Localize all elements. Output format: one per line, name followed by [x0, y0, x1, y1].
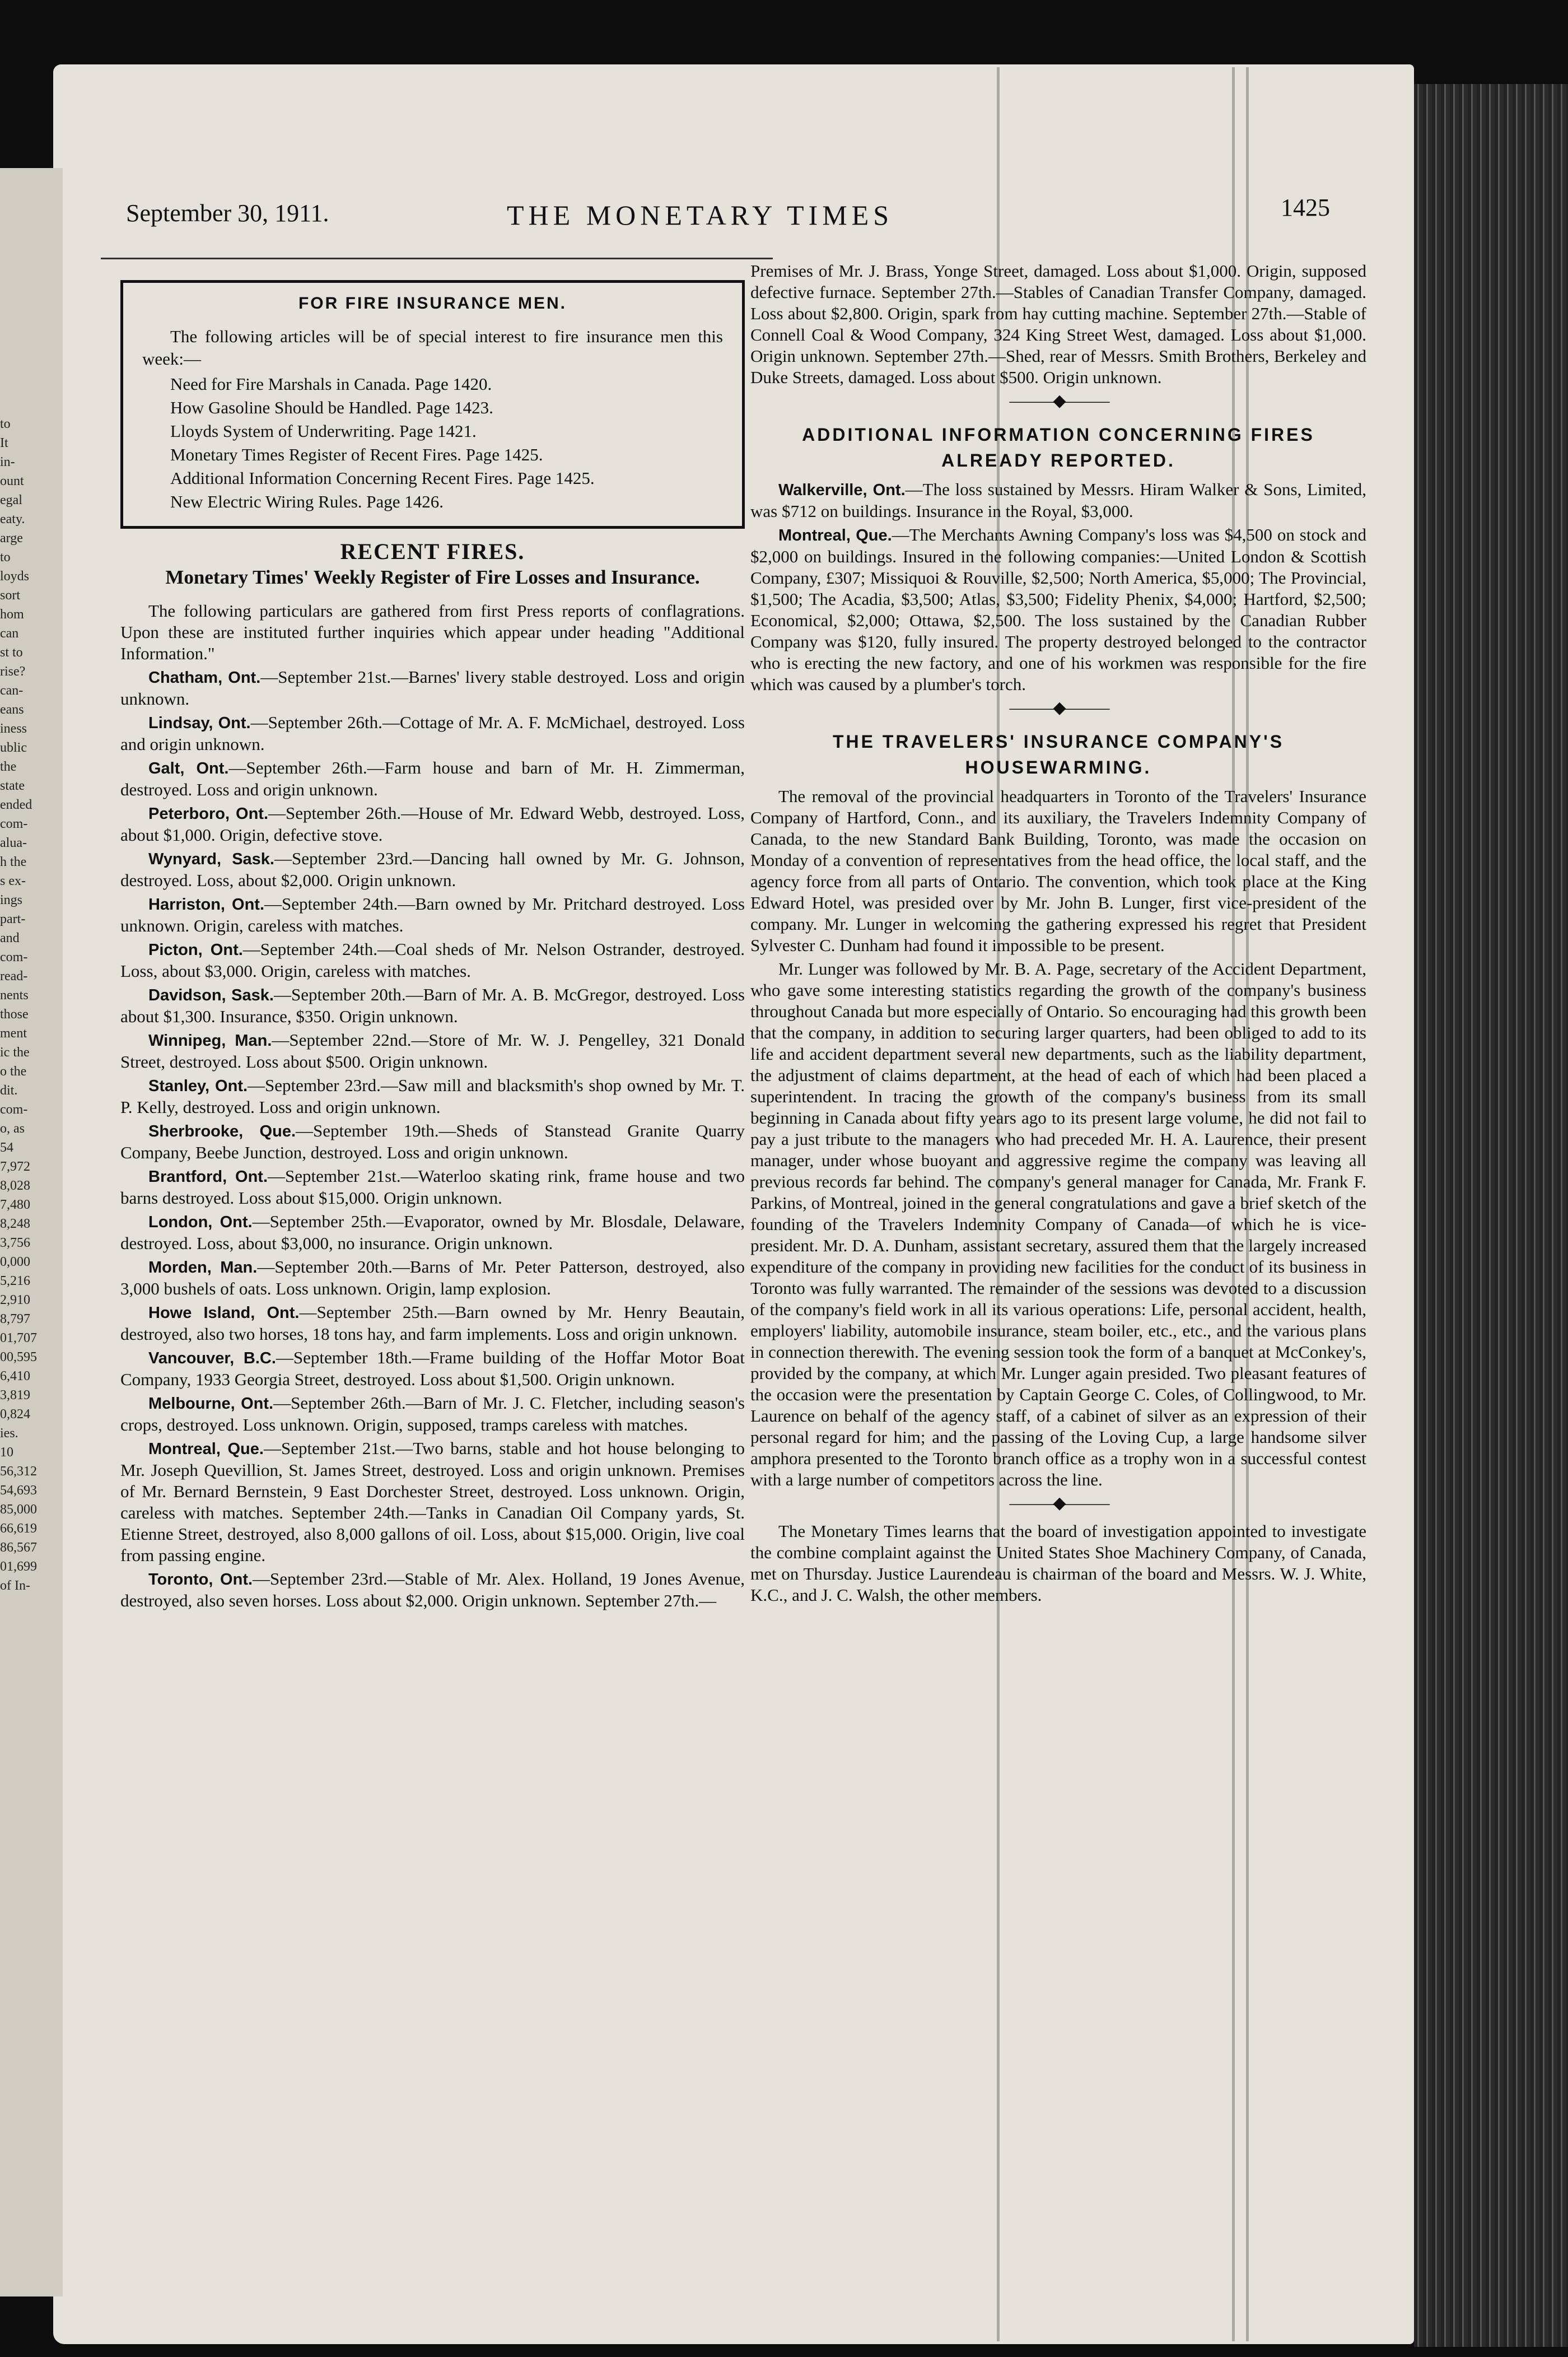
entry-text: —September 25th.—Evaporator, owned by Mr. Blosdale, Delaware, destroyed. Loss, about $3,000, no insurance. Origin unknown. — [120, 1212, 745, 1253]
margin-fragment: 6,410 — [0, 1369, 30, 1384]
fire-entry — [120, 1568, 745, 1611]
margin-fragment: 01,699 — [0, 1559, 37, 1574]
fire-entry — [120, 1211, 745, 1254]
entry-text: —September 25th.—Barn owned by Mr. Henry Beautain, destroyed, also two horses, 18 tons hay, and farm implements. Loss and origin unknown. — [120, 1302, 745, 1344]
fire-entry — [120, 803, 745, 846]
margin-fragment: com- — [0, 950, 28, 965]
entry-text: —September 21st.—Waterloo skating rink, frame house and two barns destroyed. Loss about $15,000. Origin unknown. — [120, 1166, 745, 1208]
recent-fires-subheading: Monetary Times' Weekly Register of Fire Losses and Insurance. — [165, 566, 700, 588]
right-column — [750, 260, 1366, 1608]
fire-entry — [120, 893, 745, 937]
entry-text: —September 26th.—Cottage of Mr. A. F. McMichael, destroyed. Loss and origin unknown. — [120, 712, 745, 754]
travelers-paragraph: Mr. Lunger was followed by Mr. B. A. Page, secretary of the Accident Department, who gave some interesting statistics regarding the growth of the company's business throughout Canada but more especially of Ontario. So encouraging had this growth been that the company, in addition to securing larger quarters, had been obliged to add to its life and accident department several new departments, such as the liability department, the adjustment of claims department, at the head of each of which had been placed a superintendent. In tracing the growth of the company's business from its small beginning in Canada about fifty years ago to its present large volume, he did not fail to pay a just tribute to the managers who had preceded Mr. H. A. Laurence, their present manager, under whose buoyant and aggressive regime the company was leaving all previous records far behind. The company's general manager for Canada, Mr. Frank F. Parkins, of Montreal, joined in the general congratulations and gave a brief sketch of the founding of the Travelers Indemnity Company of Canada—of which he is vice-president. Mr. D. A. Dunham, assistant secretary, assured them that the largely increased expenditure of the company in providing new facilities for the conduct of its business in Toronto was fully warranted. The remainder of the sessions was devoted to a discussion of the company's field work in all its various operations: Life, personal accident, health, employers' liability, automobile insurance, steam boiler, etc., etc., and the various plans in connection therewith. The evening session took the form of a banquet at McConkey's, provided by the company, at which Mr. Lunger again presided. Two pleasant features of the occasion were the presentation by Captain George C. Coles, of Collingwood, to Mr. Laurence on behalf of the agency staff, of a cabinet of silver as an expression of their personal regard for him; and the passing of the Loving Cup, a large handsome silver amphora presented to the Toronto branch office as a trophy won in a successful contest with a large number of competitors across the line. — [750, 959, 1366, 1489]
margin-fragment: can- — [0, 683, 24, 698]
fire-entry — [120, 712, 745, 755]
margin-fragment: read- — [0, 969, 28, 984]
fire-entry — [750, 524, 1366, 695]
box-article-item: Monetary Times Register of Recent Fires. Page 1425. — [170, 445, 543, 464]
entry-text: —September 23rd.—Dancing hall owned by Mr. G. Johnson, destroyed. Loss, about $2,000. Origin unknown. — [120, 849, 745, 890]
margin-fragment: in- — [0, 455, 15, 469]
margin-fragment: 8,248 — [0, 1217, 30, 1231]
margin-fragment: sort — [0, 588, 20, 603]
box-article-item: Lloyds System of Underwriting. Page 1421. — [170, 421, 477, 441]
entry-place: Wynyard, Sask. — [148, 850, 274, 868]
margin-fragment: state — [0, 779, 25, 793]
entry-text: —September 21st.—Barnes' livery stable destroyed. Loss and origin unknown. — [120, 667, 745, 709]
entry-place: London, Ont. — [148, 1213, 253, 1231]
margin-fragment: 54 — [0, 1140, 13, 1155]
margin-fragment: 00,595 — [0, 1350, 37, 1364]
entry-place: Vancouver, B.C. — [148, 1349, 276, 1367]
entry-place: Davidson, Sask. — [148, 986, 274, 1004]
margin-fragment: 54,693 — [0, 1483, 37, 1498]
fire-entry — [750, 479, 1366, 522]
margin-fragment: com- — [0, 817, 28, 831]
margin-fragment: 3,819 — [0, 1388, 30, 1403]
margin-fragment: eaty. — [0, 512, 25, 527]
margin-fragment: arge — [0, 531, 23, 546]
margin-fragment: 0,000 — [0, 1255, 30, 1269]
entry-place: Harriston, Ont. — [148, 896, 265, 914]
publication-title: THE MONETARY TIMES — [507, 199, 893, 231]
additional-info-list — [750, 479, 1366, 695]
entry-place: Walkerville, Ont. — [778, 481, 906, 499]
margin-fragment: hom — [0, 607, 24, 622]
closing-paragraph: The Monetary Times learns that the board of investigation appointed to investigate the combine complaint against the United States Shoe Machinery Company, of Canada, met on Thursday. Justice Laurendeau is chairman of the board and Messrs. W. J. White, K.C., and J. C. Walsh, the other members. — [750, 1521, 1366, 1605]
entry-place: Morden, Man. — [148, 1259, 258, 1277]
box-article-item: How Gasoline Should be Handled. Page 1423. — [170, 398, 493, 417]
fire-entry — [120, 1075, 745, 1118]
fire-entry — [120, 1302, 745, 1345]
margin-fragment: st to — [0, 645, 23, 660]
entry-text: —The Merchants Awning Company's loss was $4,500 on stock and $2,000 on buildings. Insured in the following companies:—United London & Scottish Company, £307; Missiquoi & Rouville, $2,500; North America, $5,000; The Provincial, $1,500; The Acadia, $3,500; Atlas, $3,500; Fidelity Phenix, $4,000; Hartford, $2,500; Economical, $2,000; Ottawa, $2,500. The loss sustained by the Canadian Rubber Company was $120, fully insured. The property destroyed belonged to the contractor who is erecting the new factory, and one of his workmen was responsible for the fire which was caused by a plumber's torch. — [750, 525, 1366, 694]
entry-text: —The loss sustained by Messrs. Hiram Walker & Sons, Limited, was $712 on buildings. Insurance in the Royal, $3,000. — [750, 479, 1366, 521]
margin-fragment: 7,972 — [0, 1159, 30, 1174]
header-rule — [101, 258, 773, 259]
fire-entries-list — [120, 667, 745, 1611]
fire-entry — [120, 1438, 745, 1566]
entry-text: —September 23rd.—Stable of Mr. Alex. Holland, 19 Jones Avenue, destroyed, also seven horses. Loss about $2,000. Origin unknown. September 27th.— — [120, 1569, 745, 1610]
entry-place: Melbourne, Ont. — [148, 1395, 274, 1413]
fire-entry — [120, 1256, 745, 1299]
margin-fragment: egal — [0, 493, 22, 507]
entry-text: —September 23rd.—Saw mill and blacksmith's shop owned by Mr. T. P. Kelly, destroyed. Loss and origin unknown. — [120, 1075, 745, 1117]
entry-text: —September 24th.—Barn owned by Mr. Pritchard destroyed. Loss unknown. Origin, careless with matches. — [120, 894, 745, 935]
margin-fragment: 3,756 — [0, 1236, 30, 1250]
margin-fragment: those — [0, 1007, 29, 1022]
box-article-item: Additional Information Concerning Recent Fires. Page 1425. — [170, 468, 595, 488]
entry-text: —September 20th.—Barn of Mr. A. B. McGregor, destroyed. Loss about $1,300. Insurance, $350. Origin unknown. — [120, 985, 745, 1026]
travelers-paragraph: The removal of the provincial headquarters in Toronto of the Travelers' Insurance Company of Hartford, Conn., and its auxiliary, the Travelers Indemnity Company of Canada, to the new Standard Bank Building, Toronto, was made the occasion on Monday of a convention of representatives from the head office, the local staff, and the agency force from all parts of Ontario. The convention, which took place at the King Edward Hotel, was presided over by Mr. John B. Lunger, first vice-president of the company. Mr. Lunger in welcoming the gathering expressed his regret that President Sylvester C. Dunham had found it impossible to be present. — [750, 786, 1366, 955]
entry-text: —September 24th.—Coal sheds of Mr. Nelson Ostrander, destroyed. Loss, about $3,000. Origin, careless with matches. — [120, 939, 745, 981]
entry-place: Picton, Ont. — [148, 941, 243, 959]
recent-fires-intro: The following particulars are gathered from first Press reports of conflagrations. Upon these are instituted further inquiries which appear under heading "Additional Information." — [120, 601, 745, 663]
margin-fragment: the — [0, 760, 17, 774]
entry-text: —September 26th.—Barn of Mr. J. C. Fletcher, including season's crops, destroyed. Loss unknown. Origin, supposed, tramps careless with matches. — [120, 1393, 745, 1434]
margin-fragment: can — [0, 626, 19, 641]
entry-place: Peterboro, Ont. — [148, 805, 269, 823]
travelers-article — [750, 786, 1366, 1490]
margin-fragment: 7,480 — [0, 1198, 30, 1212]
entry-text: —September 26th.—House of Mr. Edward Webb, destroyed. Loss, about $1,000. Origin, defective stove. — [120, 803, 745, 845]
margin-fragment: s ex- — [0, 874, 26, 888]
box-article-item: Need for Fire Marshals in Canada. Page 1420. — [170, 374, 492, 394]
margin-fragment: alua- — [0, 836, 27, 850]
margin-fragment: It — [0, 436, 8, 450]
toronto-continuation: Premises of Mr. J. Brass, Yonge Street, damaged. Loss about $1,000. Origin, supposed defective furnace. September 27th.—Stables of Canadian Transfer Company, damaged. Loss about $2,800. Origin, spark from hay cutting machine. September 27th.—Stable of Connell Coal & Wood Company, 324 King Street West, damaged. Loss about $1,000. Origin unknown. September 27th.—Shed, rear of Messrs. Smith Brothers, Berkeley and Duke Streets, damaged. Loss about $500. Origin unknown. — [750, 261, 1366, 387]
fire-entry — [120, 848, 745, 891]
entry-place: Montreal, Que. — [148, 1440, 264, 1458]
margin-fragment: ings — [0, 893, 23, 907]
box-article-list — [142, 372, 723, 514]
margin-fragment: rise? — [0, 664, 26, 679]
entry-place: Sherbrooke, Que. — [148, 1122, 296, 1140]
margin-fragment: and — [0, 931, 20, 945]
margin-fragment: 5,216 — [0, 1274, 30, 1288]
margin-fragment: 66,619 — [0, 1521, 37, 1536]
entry-place: Stanley, Ont. — [148, 1077, 248, 1095]
fire-entry — [120, 1392, 745, 1436]
fire-entry — [120, 1120, 745, 1163]
margin-fragment: ment — [0, 1026, 27, 1041]
entry-text: —September 21st.—Two barns, stable and hot house belonging to Mr. Joseph Quevillion, St. James Street, destroyed. Loss and origin unknown. Premises of Mr. Bernard Bernstein, 9 East Dorchester Street, destroyed. Loss unknown. Origin, careless with matches. September 24th.—Tanks in Canadian Oil Company yards, St. Etienne Street, destroyed, also 8,000 gallons of oil. Loss, about $15,000. Origin, live coal from passing engine. — [120, 1438, 745, 1565]
fire-entry — [120, 1030, 745, 1073]
margin-fragment: ic the — [0, 1045, 30, 1060]
margin-fragment: 8,797 — [0, 1312, 30, 1326]
margin-fragment: 0,824 — [0, 1407, 30, 1422]
box-intro: The following articles will be of special interest to fire insurance men this week:— — [142, 327, 723, 369]
margin-fragment: 10 — [0, 1445, 13, 1460]
margin-fragment: 56,312 — [0, 1464, 37, 1479]
margin-fragment: 85,000 — [0, 1502, 37, 1517]
ornament-divider: ———◆——— — [1009, 698, 1108, 717]
entry-place: Toronto, Ont. — [148, 1571, 253, 1589]
margin-fragment: 8,028 — [0, 1178, 30, 1193]
margin-fragment: dit. — [0, 1083, 18, 1098]
margin-fragment: o, as — [0, 1121, 25, 1136]
entry-place: Brantford, Ont. — [148, 1168, 268, 1186]
additional-info-heading: ADDITIONAL INFORMATION CONCERNING FIRES ALREADY REPORTED. — [802, 425, 1315, 471]
fire-entry — [120, 939, 745, 982]
entry-place: Lindsay, Ont. — [148, 714, 251, 732]
fire-entry — [120, 1347, 745, 1390]
margin-fragment: to — [0, 417, 11, 431]
margin-text-fragments — [0, 414, 62, 1595]
margin-fragment: 86,567 — [0, 1540, 37, 1555]
page-number: 1425 — [1281, 194, 1330, 221]
margin-fragment: 01,707 — [0, 1331, 37, 1345]
ornament-divider: ———◆——— — [1009, 1494, 1108, 1512]
margin-fragment: ended — [0, 798, 32, 812]
margin-fragment: ount — [0, 474, 24, 488]
margin-fragment: eans — [0, 702, 24, 717]
entry-place: Chatham, Ont. — [148, 669, 261, 687]
issue-date: September 30, 1911. — [126, 199, 329, 227]
fire-entry — [120, 984, 745, 1027]
margin-fragment: h the — [0, 855, 27, 869]
margin-fragment: ublic — [0, 740, 27, 755]
box-title: FOR FIRE INSURANCE MEN. — [298, 294, 567, 313]
left-column — [120, 280, 745, 1614]
fire-entry — [120, 667, 745, 710]
entry-text: —September 18th.—Frame building of the Hoffar Motor Boat Company, 1933 Georgia Street, destroyed. Loss about $1,500. Origin unknown. — [120, 1348, 745, 1389]
recent-fires-heading: RECENT FIRES. — [340, 539, 525, 564]
margin-fragment: loyds — [0, 569, 30, 584]
margin-fragment: com- — [0, 1102, 28, 1117]
fire-insurance-box — [120, 280, 745, 529]
previous-page-margin — [0, 168, 63, 2297]
entry-text: —September 26th.—Farm house and barn of Mr. H. Zimmerman, destroyed. Loss and origin unknown. — [120, 758, 745, 799]
page-header — [126, 194, 1330, 244]
entry-place: Howe Island, Ont. — [148, 1304, 300, 1322]
travelers-heading: THE TRAVELERS' INSURANCE COMPANY'S HOUSEWARMING. — [832, 732, 1285, 777]
entry-text: —September 19th.—Sheds of Stanstead Granite Quarry Company, Beebe Junction, destroyed. Loss and origin unknown. — [120, 1121, 745, 1162]
entry-text: —September 20th.—Barns of Mr. Peter Patterson, destroyed, also 3,000 bushels of oats. Loss unknown. Origin, lamp explosion. — [120, 1257, 745, 1298]
margin-fragment: to — [0, 550, 11, 565]
book-page-edges — [1414, 84, 1568, 2347]
entry-text: —September 22nd.—Store of Mr. W. J. Pengelley, 321 Donald Street, destroyed. Loss about $500. Origin unknown. — [120, 1030, 745, 1072]
fire-entry — [120, 1166, 745, 1209]
entry-place: Winnipeg, Man. — [148, 1032, 272, 1050]
ornament-divider: ———◆——— — [1009, 392, 1108, 410]
margin-fragment: ies. — [0, 1426, 18, 1441]
entry-place: Montreal, Que. — [778, 527, 892, 544]
margin-fragment: of In- — [0, 1578, 30, 1593]
box-article-item: New Electric Wiring Rules. Page 1426. — [170, 492, 444, 511]
margin-fragment: part- — [0, 912, 26, 926]
margin-fragment: 2,910 — [0, 1293, 30, 1307]
margin-fragment: o the — [0, 1064, 27, 1079]
margin-fragment: iness — [0, 721, 27, 736]
fire-entry — [120, 757, 745, 800]
entry-place: Galt, Ont. — [148, 760, 229, 777]
margin-fragment: nents — [0, 988, 29, 1003]
